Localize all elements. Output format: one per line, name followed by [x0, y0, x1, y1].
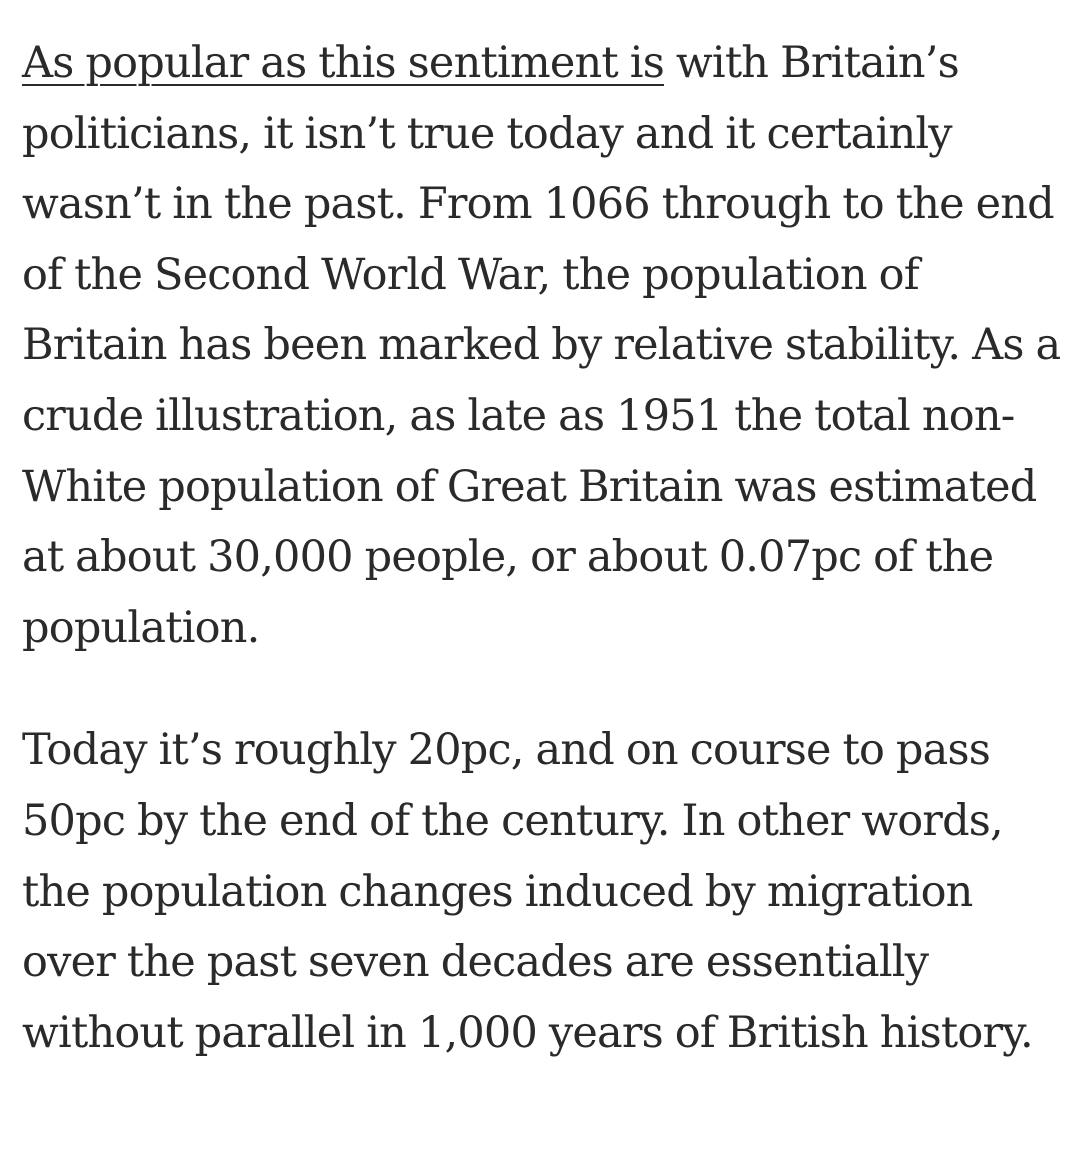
paragraph-1-text: with Britain’s politicians, it isn’t true today and it certainly wasn’t in the past. From 1066 through to the end of the Second World War, the population of Britain has been marked by relative stability. As a crude illustration, as late as 1951 the total non-White population of Great Britain was estimated at about 30,000 people, or about 0.07pc of the population.	[22, 38, 1061, 653]
paragraph-2-text: Today it’s roughly 20pc, and on course to pass 50pc by the end of the century. In other words, the population changes induced by migration over the past seven decades are essentially without parallel in 1,000 years of British history.	[22, 725, 1033, 1058]
article-paragraph-2	[22, 715, 1072, 1068]
article-paragraph-1	[22, 28, 1072, 663]
sentiment-inline-link[interactable]: As popular as this sentiment is	[22, 38, 664, 88]
article-body	[22, 28, 1072, 1068]
